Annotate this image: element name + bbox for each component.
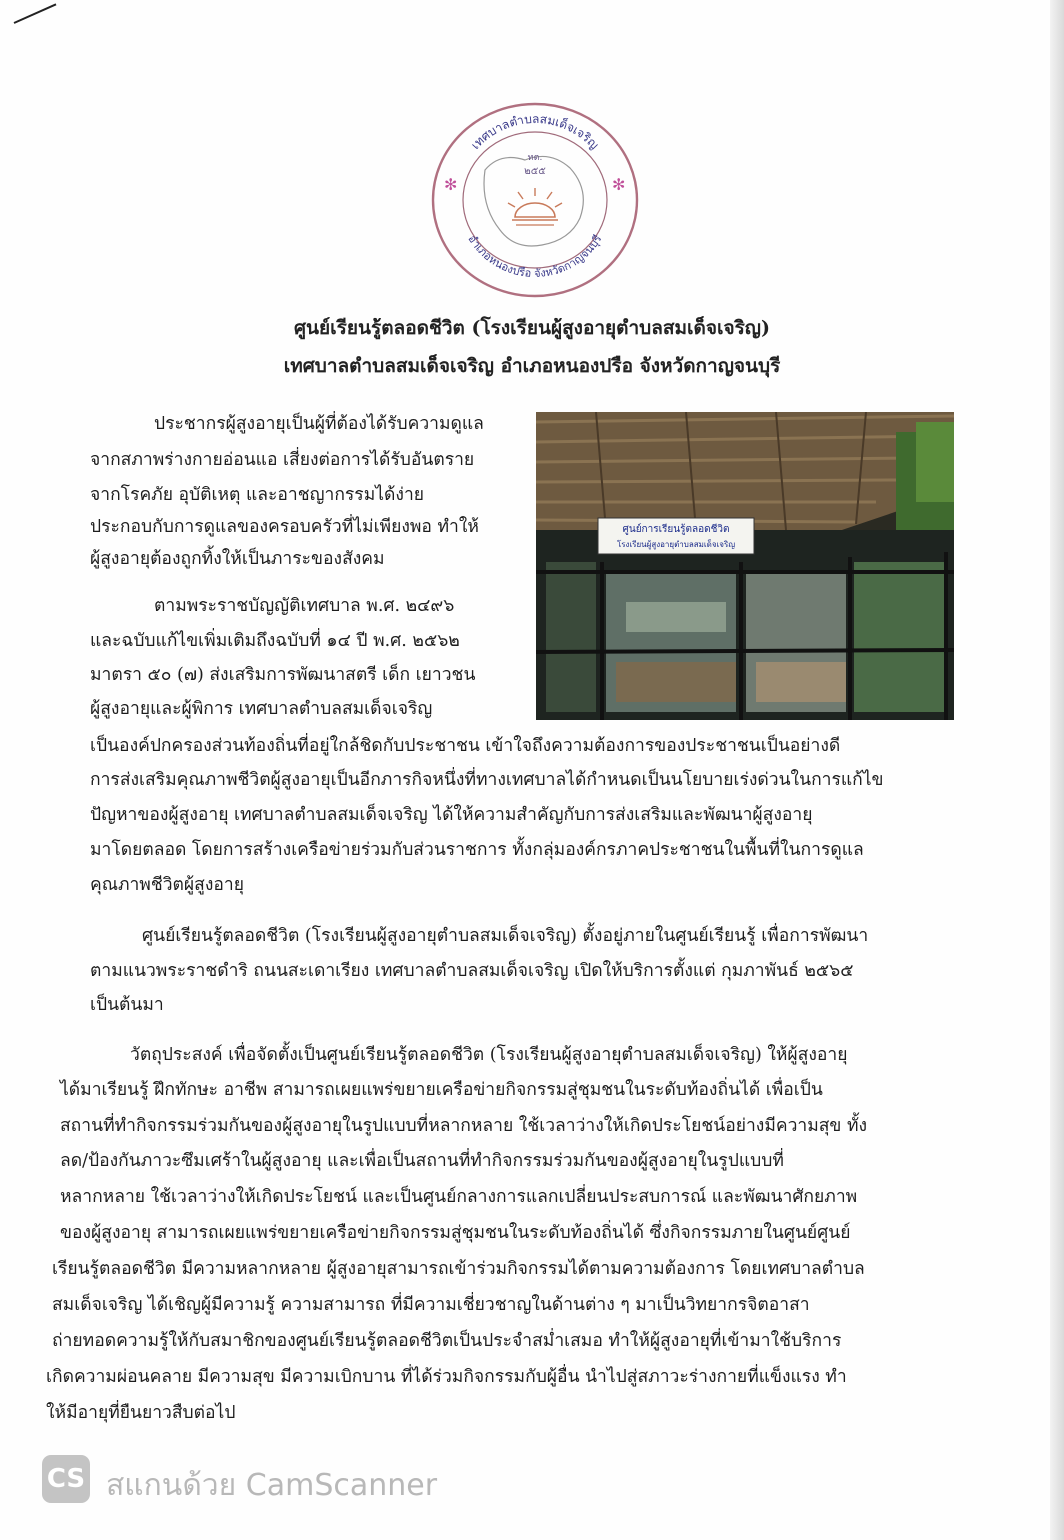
paragraph4-line: สมเด็จเจริญ ได้เชิญผู้มีความรู้ ความสามารถ ที่มีความเชี่ยวชาญในด้านต่าง ๆ มาเป็นวิทยากรจิตอาสา bbox=[52, 1295, 810, 1315]
paragraph2-line: ตามพระราชบัญญัติเทศบาล พ.ศ. ๒๔๙๖ bbox=[154, 596, 455, 616]
paragraph2-line: การส่งเสริมคุณภาพชีวิตผู้สูงอายุเป็นอีกภารกิจหนึ่งที่ทางเทศบาลได้กำหนดเป็นนโยบายเร่งด่วนในการแก้ไข bbox=[90, 770, 884, 790]
seal-star-left-icon bbox=[444, 175, 457, 194]
camscanner-logo-icon: CS bbox=[42, 1455, 90, 1503]
paragraph3-line: เป็นต้นมา bbox=[90, 995, 164, 1015]
paragraph1-line: ประชากรผู้สูงอายุเป็นผู้ที่ต้องได้รับความดูแล bbox=[154, 414, 484, 434]
paragraph1-line: ผู้สูงอายุต้องถูกทิ้งให้เป็นภาระของสังคม bbox=[90, 549, 385, 569]
paragraph4-line: สถานที่ทำกิจกรรมร่วมกันของผู้สูงอายุในรูปแบบที่หลากหลาย ใช้เวลาว่างให้เกิดประโยชน์อย่างมีความสุข ทั้ง bbox=[60, 1116, 868, 1136]
paragraph2-line: และฉบับแก้ไขเพิ่มเติมถึงฉบับที่ ๑๔ ปี พ.ศ. ๒๕๖๒ bbox=[90, 631, 460, 651]
learning-center-photo bbox=[536, 412, 954, 720]
svg-text:อำเภอหนองปรือ จังหวัดกาญจนบุรี bbox=[465, 233, 604, 280]
paragraph4-line: หลากหลาย ใช้เวลาว่างให้เกิดประโยชน์ และเป็นศูนย์กลางการแลกเปลี่ยนประสบการณ์ และพัฒนาศักยภาพ bbox=[60, 1187, 858, 1207]
paragraph4-line: ลด/ป้องกันภาวะซึมเศร้าในผู้สูงอายุ และเพื่อเป็นสถานที่ทำกิจกรรมร่วมกันของผู้สูงอายุในรูปแบบที่ bbox=[60, 1151, 784, 1171]
paragraph4-line: วัตถุประสงค์ เพื่อจัดตั้งเป็นศูนย์เรียนรู้ตลอดชีวิต (โรงเรียนผู้สูงอายุตำบลสมเด็จเจริญ) ให้ผู้สูงอายุ bbox=[130, 1045, 848, 1065]
paragraph4-line: ได้มาเรียนรู้ ฝึกทักษะ อาชีพ สามารถเผยแพร่ขยายเครือข่ายกิจกรรมสู่ชุมชนในระดับท้องถิ่นได้ เพื่อเป็น bbox=[60, 1080, 823, 1100]
svg-text:✻: ✻ bbox=[444, 175, 458, 194]
paragraph2-line: ผู้สูงอายุและผู้พิการ เทศบาลตำบลสมเด็จเจริญ bbox=[90, 699, 433, 719]
photo-sign-subtext: โรงเรียนผู้สูงอายุตำบลสมเด็จเจริญ bbox=[616, 540, 736, 549]
paragraph1-line: จากโรคภัย อุบัติเหตุ และอาชญากรรมได้ง่าย bbox=[90, 485, 425, 505]
paragraph1-line: ประกอบกับการดูแลของครอบครัวที่ไม่เพียงพอ ทำให้ bbox=[90, 517, 479, 537]
paragraph2-line: คุณภาพชีวิตผู้สูงอายุ bbox=[90, 875, 244, 895]
seal-center-top: ทต. bbox=[527, 153, 543, 163]
paragraph3-line: ตามแนวพระราชดำริ ถนนสะเดาเรียง เทศบาลตำบลสมเด็จเจริญ เปิดให้บริการตั้งแต่ กุมภาพันธ์ ๒๕๖๕ bbox=[90, 961, 854, 981]
camscanner-watermark-text: สแกนด้วย CamScanner bbox=[106, 1468, 438, 1503]
paragraph4-line: ถ่ายทอดความรู้ให้กับสมาชิกของศูนย์เรียนรู้ตลอดชีวิตเป็นประจำสม่ำเสมอ ทำให้ผู้สูงอายุที่เข้ามาใช้บริการ bbox=[52, 1331, 842, 1351]
paragraph2-line: มาโดยตลอด โดยการสร้างเครือข่ายร่วมกับส่วนราชการ ทั้งกลุ่มองค์กรภาคประชาชนในพื้นที่ในการดูแล bbox=[90, 840, 864, 860]
paragraph2-line: ปัญหาของผู้สูงอายุ เทศบาลตำบลสมเด็จเจริญ ได้ให้ความสำคัญกับการส่งเสริมและพัฒนาผู้สูงอายุ bbox=[90, 805, 813, 825]
document-title-line1: ศูนย์เรียนรู้ตลอดชีวิต (โรงเรียนผู้สูงอายุตำบลสมเด็จเจริญ) bbox=[294, 317, 770, 339]
paragraph4-line: ให้มีอายุที่ยืนยาวสืบต่อไป bbox=[46, 1403, 236, 1423]
paragraph4-line: เรียนรู้ตลอดชีวิต มีความหลากหลาย ผู้สูงอายุสามารถเข้าร่วมกิจกรรมได้ตามความต้องการ โดยเทศบาลตำบล bbox=[52, 1259, 865, 1279]
pen-mark bbox=[14, 3, 57, 24]
svg-text:✻: ✻ bbox=[612, 175, 626, 194]
seal-center-number: ๒๕๕ bbox=[524, 166, 546, 177]
sun-rays-icon bbox=[508, 188, 562, 207]
paragraph4-line: เกิดความผ่อนคลาย มีความสุข มีความเบิกบาน ที่ได้ร่วมกิจกรรมกับผู้อื่น นำไปสู่สภาวะร่างกายที่แข็งแรง ทำ bbox=[46, 1367, 847, 1387]
municipality-seal-logo bbox=[430, 100, 640, 300]
paragraph2-line: เป็นองค์ปกครองส่วนท้องถิ่นที่อยู่ใกล้ชิดกับประชาชน เข้าใจถึงความต้องการของประชาชนเป็นอย่างดี bbox=[90, 736, 841, 756]
paragraph4-line: ของผู้สูงอายุ สามารถเผยแพร่ขยายเครือข่ายกิจกรรมสู่ชุมชนในระดับท้องถิ่นได้ ซึ่งกิจกรรมภายในศูนย์ศูนย์ bbox=[60, 1223, 851, 1243]
page-edge-shadow bbox=[1050, 0, 1064, 1540]
seal-bottom-arc-text: อำเภอหนองปรือ จังหวัดกาญจนบุรี bbox=[465, 232, 605, 281]
seal-top-arc-text: เทศบาลตำบลสมเด็จเจริญ bbox=[468, 111, 602, 153]
document-title-line2: เทศบาลตำบลสมเด็จเจริญ อำเภอหนองปรือ จังหวัดกาญจนบุรี bbox=[283, 355, 781, 377]
photo-sign-text: ศูนย์การเรียนรู้ตลอดชีวิต bbox=[622, 524, 730, 535]
seal-star-right-icon bbox=[612, 175, 625, 194]
paragraph3-line: ศูนย์เรียนรู้ตลอดชีวิต (โรงเรียนผู้สูงอายุตำบลสมเด็จเจริญ) ตั้งอยู่ภายในศูนย์เรียนรู้ เพื่อการพัฒนา bbox=[142, 926, 869, 946]
paragraph2-line: มาตรา ๕๐ (๗) ส่งเสริมการพัฒนาสตรี เด็ก เยาวชน bbox=[90, 665, 476, 685]
paragraph1-line: จากสภาพร่างกายอ่อนแอ เสี่ยงต่อการได้รับอันตราย bbox=[90, 450, 475, 470]
